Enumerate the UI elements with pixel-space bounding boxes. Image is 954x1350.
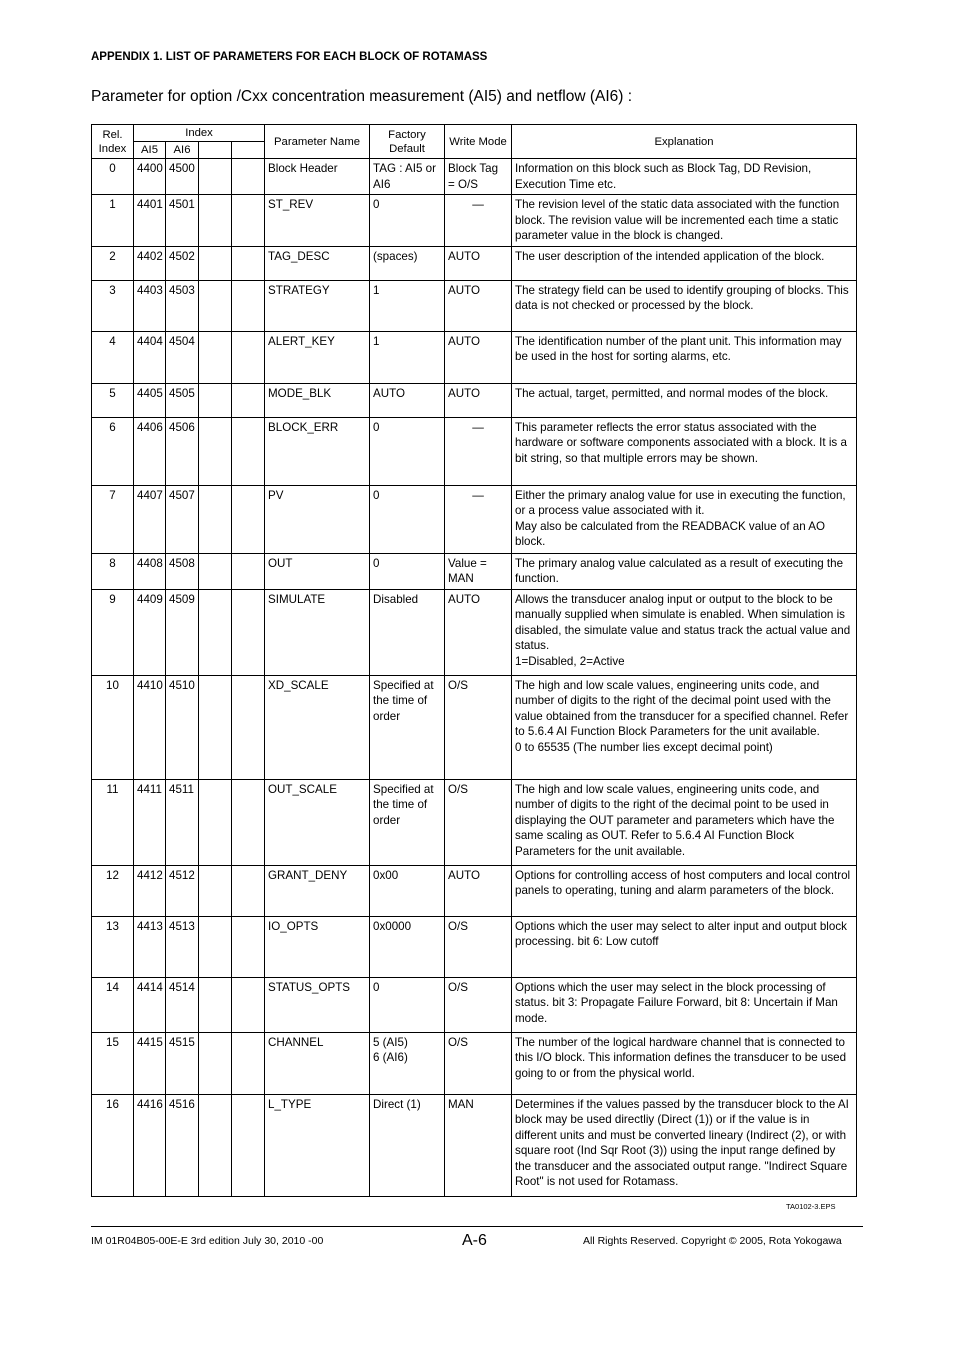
parameter-name-cell: ALERT_KEY <box>265 331 370 383</box>
write-mode-header: Write Mode <box>445 125 512 159</box>
explanation-cell: Options which the user may select to alter input and output block processing. bit 6: Low cutoff <box>512 916 857 977</box>
ai5-index-cell: 4400 <box>134 159 166 195</box>
factory-default-cell: AUTO <box>370 383 445 417</box>
ai6-index-cell: 4504 <box>166 331 199 383</box>
explanation-cell: The user description of the intended application of the block. <box>512 246 857 280</box>
ai5-index-cell: 4411 <box>134 779 166 865</box>
factory-default-cell: Specified at the time of order <box>370 675 445 779</box>
write-mode-cell: — <box>445 485 512 553</box>
parameter-name-cell: OUT <box>265 553 370 589</box>
blank-cell <box>199 977 232 1032</box>
figure-id: TA0102-3.EPS <box>786 1202 836 1211</box>
parameter-name-cell: IO_OPTS <box>265 916 370 977</box>
blank-cell <box>199 195 232 247</box>
table-row <box>92 417 857 485</box>
rel-index-cell: 11 <box>92 779 134 865</box>
blank-cell <box>232 675 265 779</box>
ai6-index-cell: 4514 <box>166 977 199 1032</box>
explanation-cell: Determines if the values passed by the transducer block to the AI block may be used directliy (Direct (1)) or if the value is in different units and must be converted lineary (Indirect (2), or with square root (Ind Sqr Root (3)) using the input range defined by the transducer and the associated output range. "Indirect Square Root" is not used for Rotamass. <box>512 1094 857 1196</box>
ai5-index-cell: 4401 <box>134 195 166 247</box>
rel-index-cell: 4 <box>92 331 134 383</box>
parameter-name-cell: SIMULATE <box>265 589 370 675</box>
parameter-name-cell: Block Header <box>265 159 370 195</box>
factory-default-cell: 0 <box>370 485 445 553</box>
parameter-name-cell: OUT_SCALE <box>265 779 370 865</box>
ai5-index-cell: 4402 <box>134 246 166 280</box>
write-mode-cell: O/S <box>445 916 512 977</box>
ai5-index-cell: 4406 <box>134 417 166 485</box>
parameter-name-cell: L_TYPE <box>265 1094 370 1196</box>
blank-cell <box>199 675 232 779</box>
parameter-rows <box>92 159 857 1197</box>
factory-default-cell: 0 <box>370 553 445 589</box>
blank-cell <box>232 195 265 247</box>
blank-cell <box>199 159 232 195</box>
explanation-cell: Options for controlling access of host computers and local control panels to operating, tuning and alarm parameters of the block. <box>512 865 857 916</box>
ai6-index-cell: 4511 <box>166 779 199 865</box>
table-row <box>92 383 857 417</box>
explanation-cell: The high and low scale values, engineering units code, and number of digits to the right of the decimal point to be used in displaying the OUT parameter and parameters which have the same scaling as OUT. Refer to 5.6.4 AI Function Block Parameters for the unit available. <box>512 779 857 865</box>
blank-cell <box>232 417 265 485</box>
factory-default-cell: Direct (1) <box>370 1094 445 1196</box>
table-row <box>92 553 857 589</box>
blank-cell <box>199 331 232 383</box>
factory-default-cell: Specified at the time of order <box>370 779 445 865</box>
blank-cell <box>232 779 265 865</box>
parameter-name-cell: STRATEGY <box>265 280 370 331</box>
table-row <box>92 977 857 1032</box>
ai6-index-cell: 4512 <box>166 865 199 916</box>
explanation-cell: The high and low scale values, engineering units code, and number of digits to the right of the decimal point used with the value obtained from the transducer for a specified channel. Refer to 5.6.4 AI Function Block Parameters for the unit available. 0 to 65535 (The number lies except decimal point) <box>512 675 857 779</box>
ai5-header: AI5 <box>134 142 166 159</box>
rel-index-cell: 1 <box>92 195 134 247</box>
page-number: A-6 <box>462 1232 487 1249</box>
table-row <box>92 865 857 916</box>
rel-index-cell: 9 <box>92 589 134 675</box>
factory-default-cell: 5 (AI5) 6 (AI6) <box>370 1032 445 1094</box>
factory-default-cell: (spaces) <box>370 246 445 280</box>
table-row <box>92 246 857 280</box>
ai5-index-cell: 4405 <box>134 383 166 417</box>
table-row <box>92 159 857 195</box>
explanation-cell: Allows the transducer analog input or output to the block to be manually supplied when simulate is enabled. When simulation is disabled, the simulate value and status track the actual value and status. 1=Disabled, 2=Active <box>512 589 857 675</box>
ai5-index-cell: 4416 <box>134 1094 166 1196</box>
write-mode-cell: AUTO <box>445 383 512 417</box>
ai6-index-cell: 4507 <box>166 485 199 553</box>
table-row <box>92 1032 857 1094</box>
write-mode-cell: AUTO <box>445 280 512 331</box>
table-row <box>92 280 857 331</box>
table-row <box>92 1094 857 1196</box>
blank-header <box>232 142 265 159</box>
blank-cell <box>199 916 232 977</box>
parameter-table <box>91 124 857 1197</box>
rel-index-cell: 12 <box>92 865 134 916</box>
parameter-name-cell: GRANT_DENY <box>265 865 370 916</box>
factory-default-cell: 0x00 <box>370 865 445 916</box>
factory-default-cell: Disabled <box>370 589 445 675</box>
write-mode-cell: AUTO <box>445 589 512 675</box>
blank-cell <box>199 1094 232 1196</box>
ai6-index-cell: 4515 <box>166 1032 199 1094</box>
factory-default-cell: 0 <box>370 977 445 1032</box>
table-row <box>92 675 857 779</box>
write-mode-cell: O/S <box>445 1032 512 1094</box>
explanation-cell: Options which the user may select in the block processing of status. bit 3: Propagate Failure Forward, bit 8: Uncertain if Man mode. <box>512 977 857 1032</box>
appendix-title: APPENDIX 1. LIST OF PARAMETERS FOR EACH BLOCK OF ROTAMASS <box>91 51 488 63</box>
blank-cell <box>232 977 265 1032</box>
parameter-name-cell: PV <box>265 485 370 553</box>
rel-index-cell: 16 <box>92 1094 134 1196</box>
ai5-index-cell: 4415 <box>134 1032 166 1094</box>
ai5-index-cell: 4403 <box>134 280 166 331</box>
ai6-index-cell: 4508 <box>166 553 199 589</box>
rel-index-cell: 0 <box>92 159 134 195</box>
explanation-cell: Either the primary analog value for use in executing the function, or a process value associated with it. May also be calculated from the READBACK value of an AO block. <box>512 485 857 553</box>
blank-cell <box>199 280 232 331</box>
factory-default-cell: 1 <box>370 280 445 331</box>
parameter-name-cell: CHANNEL <box>265 1032 370 1094</box>
blank-cell <box>232 553 265 589</box>
ai6-index-cell: 4506 <box>166 417 199 485</box>
rel-index-cell: 6 <box>92 417 134 485</box>
blank-cell <box>199 865 232 916</box>
explanation-header: Explanation <box>512 125 857 159</box>
parameter-name-cell: BLOCK_ERR <box>265 417 370 485</box>
ai6-index-cell: 4513 <box>166 916 199 977</box>
rel-index-cell: 10 <box>92 675 134 779</box>
factory-default-header: Factory Default <box>370 125 445 159</box>
factory-default-cell: TAG : AI5 or AI6 <box>370 159 445 195</box>
blank-cell <box>199 246 232 280</box>
parameter-name-cell: XD_SCALE <box>265 675 370 779</box>
write-mode-cell: O/S <box>445 779 512 865</box>
blank-cell <box>199 485 232 553</box>
header-row-1 <box>92 125 857 142</box>
write-mode-cell: O/S <box>445 675 512 779</box>
blank-cell <box>232 246 265 280</box>
ai5-index-cell: 4413 <box>134 916 166 977</box>
parameter-name-cell: TAG_DESC <box>265 246 370 280</box>
blank-cell <box>232 865 265 916</box>
table-row <box>92 331 857 383</box>
blank-cell <box>232 1094 265 1196</box>
rel-index-cell: 13 <box>92 916 134 977</box>
rel-index-header: Rel. Index <box>92 125 134 159</box>
write-mode-cell: — <box>445 195 512 247</box>
write-mode-cell: Block Tag = O/S <box>445 159 512 195</box>
ai5-index-cell: 4412 <box>134 865 166 916</box>
parameter-name-cell: MODE_BLK <box>265 383 370 417</box>
explanation-cell: This parameter reflects the error status associated with the hardware or software components associated with a block. It is a bit string, so that multiple errors may be shown. <box>512 417 857 485</box>
explanation-cell: The identification number of the plant unit. This information may be used in the host for sorting alarms, etc. <box>512 331 857 383</box>
blank-cell <box>199 1032 232 1094</box>
ai6-index-cell: 4509 <box>166 589 199 675</box>
explanation-cell: The revision level of the static data associated with the function block. The revision value will be incremented each time a static parameter value in the block is changed. <box>512 195 857 247</box>
rel-index-cell: 15 <box>92 1032 134 1094</box>
ai6-index-cell: 4502 <box>166 246 199 280</box>
blank-cell <box>232 1032 265 1094</box>
blank-cell <box>232 159 265 195</box>
parameter-name-header: Parameter Name <box>265 125 370 159</box>
ai5-index-cell: 4414 <box>134 977 166 1032</box>
ai6-index-cell: 4501 <box>166 195 199 247</box>
explanation-cell: The primary analog value calculated as a result of executing the function. <box>512 553 857 589</box>
explanation-cell: Information on this block such as Block Tag, DD Revision, Execution Time etc. <box>512 159 857 195</box>
blank-cell <box>232 280 265 331</box>
write-mode-cell: Value = MAN <box>445 553 512 589</box>
blank-cell <box>199 589 232 675</box>
document-info: IM 01R04B05-00E-E 3rd edition July 30, 2010 -00 <box>91 1235 324 1247</box>
parameter-name-cell: STATUS_OPTS <box>265 977 370 1032</box>
blank-cell <box>199 417 232 485</box>
footer-divider <box>91 1226 863 1227</box>
ai6-index-cell: 4505 <box>166 383 199 417</box>
index-header: Index <box>134 125 265 142</box>
table-row <box>92 195 857 247</box>
ai5-index-cell: 4404 <box>134 331 166 383</box>
parameter-name-cell: ST_REV <box>265 195 370 247</box>
rel-index-cell: 14 <box>92 977 134 1032</box>
table-row <box>92 779 857 865</box>
blank-cell <box>199 779 232 865</box>
rel-index-cell: 8 <box>92 553 134 589</box>
factory-default-cell: 1 <box>370 331 445 383</box>
blank-cell <box>232 916 265 977</box>
ai6-header: AI6 <box>166 142 199 159</box>
explanation-cell: The actual, target, permitted, and normal modes of the block. <box>512 383 857 417</box>
blank-cell <box>232 383 265 417</box>
write-mode-cell: AUTO <box>445 865 512 916</box>
factory-default-cell: 0 <box>370 417 445 485</box>
write-mode-cell: MAN <box>445 1094 512 1196</box>
ai5-index-cell: 4407 <box>134 485 166 553</box>
blank-cell <box>232 589 265 675</box>
write-mode-cell: AUTO <box>445 246 512 280</box>
ai5-index-cell: 4409 <box>134 589 166 675</box>
ai6-index-cell: 4503 <box>166 280 199 331</box>
ai5-index-cell: 4410 <box>134 675 166 779</box>
ai6-index-cell: 4500 <box>166 159 199 195</box>
ai6-index-cell: 4510 <box>166 675 199 779</box>
blank-cell <box>199 553 232 589</box>
blank-cell <box>199 383 232 417</box>
explanation-cell: The number of the logical hardware channel that is connected to this I/O block. This information defines the transducer to be used going to or from the physical world. <box>512 1032 857 1094</box>
blank-cell <box>232 485 265 553</box>
rel-index-cell: 7 <box>92 485 134 553</box>
write-mode-cell: AUTO <box>445 331 512 383</box>
blank-header <box>199 142 232 159</box>
section-title: Parameter for option /Cxx concentration measurement (AI5) and netflow (AI6) : <box>91 88 633 105</box>
factory-default-cell: 0x0000 <box>370 916 445 977</box>
ai5-index-cell: 4408 <box>134 553 166 589</box>
explanation-cell: The strategy field can be used to identify grouping of blocks. This data is not checked or processed by the block. <box>512 280 857 331</box>
rel-index-cell: 2 <box>92 246 134 280</box>
ai6-index-cell: 4516 <box>166 1094 199 1196</box>
copyright: All Rights Reserved. Copyright © 2005, Rota Yokogawa <box>583 1235 842 1247</box>
table-row <box>92 916 857 977</box>
write-mode-cell: O/S <box>445 977 512 1032</box>
write-mode-cell: — <box>445 417 512 485</box>
rel-index-cell: 3 <box>92 280 134 331</box>
factory-default-cell: 0 <box>370 195 445 247</box>
blank-cell <box>232 331 265 383</box>
table-row <box>92 589 857 675</box>
rel-index-cell: 5 <box>92 383 134 417</box>
table-row <box>92 485 857 553</box>
